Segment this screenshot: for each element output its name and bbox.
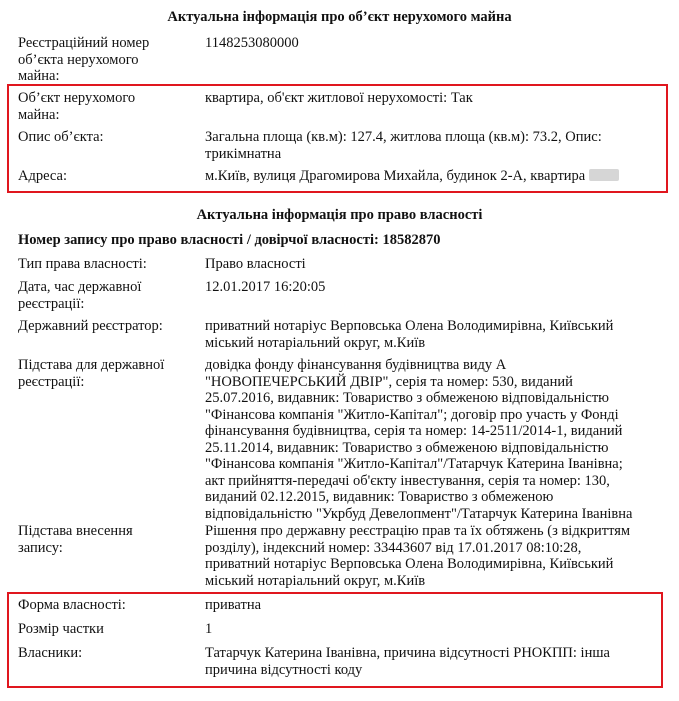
object-section-title: Актуальна інформація про об’єкт нерухомого майна <box>167 9 512 25</box>
object-label <box>18 90 196 123</box>
label-line: об’єкта нерухомого <box>18 51 139 68</box>
object-value: квартира, об'єкт житлової нерухомості: Так <box>205 90 473 106</box>
form-label: Форма власності: <box>18 597 126 613</box>
value-line: довідка фонду фінансування будівництва виду А <box>205 357 507 373</box>
label-line: реєстрації: <box>18 295 85 312</box>
label-line: майна: <box>18 68 60 84</box>
share-label: Розмір частки <box>18 621 104 637</box>
value-line: міський нотаріальний округ, м.Київ <box>205 572 426 589</box>
ownership-section-title: Актуальна інформація про право власності <box>196 207 483 223</box>
label-line: майна: <box>18 106 60 123</box>
value-line: 25.11.2014, видавник: Товариство з обмеженою відповідальністю <box>205 439 609 456</box>
value-line: Загальна площа (кв.м): 127.4, житлова площа (кв.м): 73.2, Опис: <box>205 129 602 145</box>
owners-label: Власники: <box>18 645 83 661</box>
reg-number-label <box>18 35 196 85</box>
form-value: приватна <box>205 597 262 613</box>
reg-date-value: 12.01.2017 16:20:05 <box>205 279 326 295</box>
owners-value <box>205 645 665 678</box>
share-value: 1 <box>205 621 213 637</box>
registrar-label: Державний реєстратор: <box>18 318 163 334</box>
label-line: реєстрації: <box>18 373 85 390</box>
right-type-label: Тип права власності: <box>18 256 147 272</box>
entry-basis-value <box>205 523 665 589</box>
basis-label <box>18 357 196 390</box>
record-heading-text: Номер запису про право власності / довірчої власності: 18582870 <box>18 232 441 248</box>
registrar-value <box>205 318 665 351</box>
value-line: причина відсутності коду <box>205 661 363 678</box>
value-line: приватний нотаріус Верповська Олена Володимирівна, Київський <box>205 318 614 334</box>
value-line: Татарчук Катерина Іванівна, причина відсутності РНОКПП: інша <box>205 645 610 661</box>
description-value <box>205 129 665 162</box>
value-line: "Фінансова компанія "Житло-Капітал"; договір про участь у Фонді <box>205 406 619 423</box>
value-line: приватний нотаріус Верповська Олена Володимирівна, Київський <box>205 556 614 572</box>
label-line: Дата, час державної <box>18 279 142 295</box>
value-line: Рішення про державну реєстрацію прав та їх обтяжень (з відкриттям <box>205 523 631 539</box>
reg-number-value: 1148253080000 <box>205 35 299 51</box>
value-line: відповідальністю "Укрбуд Девелопмент"/Татарчук Катерина Іванівна <box>205 505 633 522</box>
address-text: м.Київ, вулиця Драгомирова Михайла, будинок 2-А, квартира <box>205 168 586 184</box>
entry-basis-label <box>18 523 196 556</box>
address-label: Адреса: <box>18 168 67 184</box>
basis-value <box>205 357 665 522</box>
value-line: 25.07.2016, видавник: Товариство з обмеженою відповідальністю <box>205 390 609 406</box>
value-line: "Фінансова компанія "Житло-Капітал"/Татарчук Катерина Іванівна; <box>205 456 623 472</box>
redacted-apartment-number <box>589 169 619 181</box>
value-line: акт прийняття-передачі об'єкту інвестування, серія та номер: 130, <box>205 472 610 489</box>
description-label: Опис об’єкта: <box>18 129 104 145</box>
value-line: фінансування будівництва, серія та номер: 14-2511/2014-1, виданий <box>205 423 623 439</box>
label-line: запису: <box>18 539 63 556</box>
value-line: міський нотаріальний округ, м.Київ <box>205 334 426 351</box>
label-line: Об’єкт нерухомого <box>18 90 136 106</box>
right-type-value: Право власності <box>205 256 306 272</box>
record-heading <box>18 232 673 249</box>
label-line: Реєстраційний номер <box>18 35 150 51</box>
address-value <box>205 168 665 185</box>
value-line: "НОВОПЕЧЕРСЬКИЙ ДВІР", серія та номер: 530, виданий <box>205 373 573 390</box>
label-line: Підстава внесення <box>18 523 133 539</box>
label-line: Підстава для державної <box>18 357 165 373</box>
reg-date-label <box>18 279 196 312</box>
value-line: розділу), індексний номер: 33443607 від 17.01.2017 08:10:28, <box>205 539 582 556</box>
value-line: трикімнатна <box>205 145 282 162</box>
value-line: виданий 02.12.2015, видавник: Товариство з обмеженою <box>205 489 554 505</box>
